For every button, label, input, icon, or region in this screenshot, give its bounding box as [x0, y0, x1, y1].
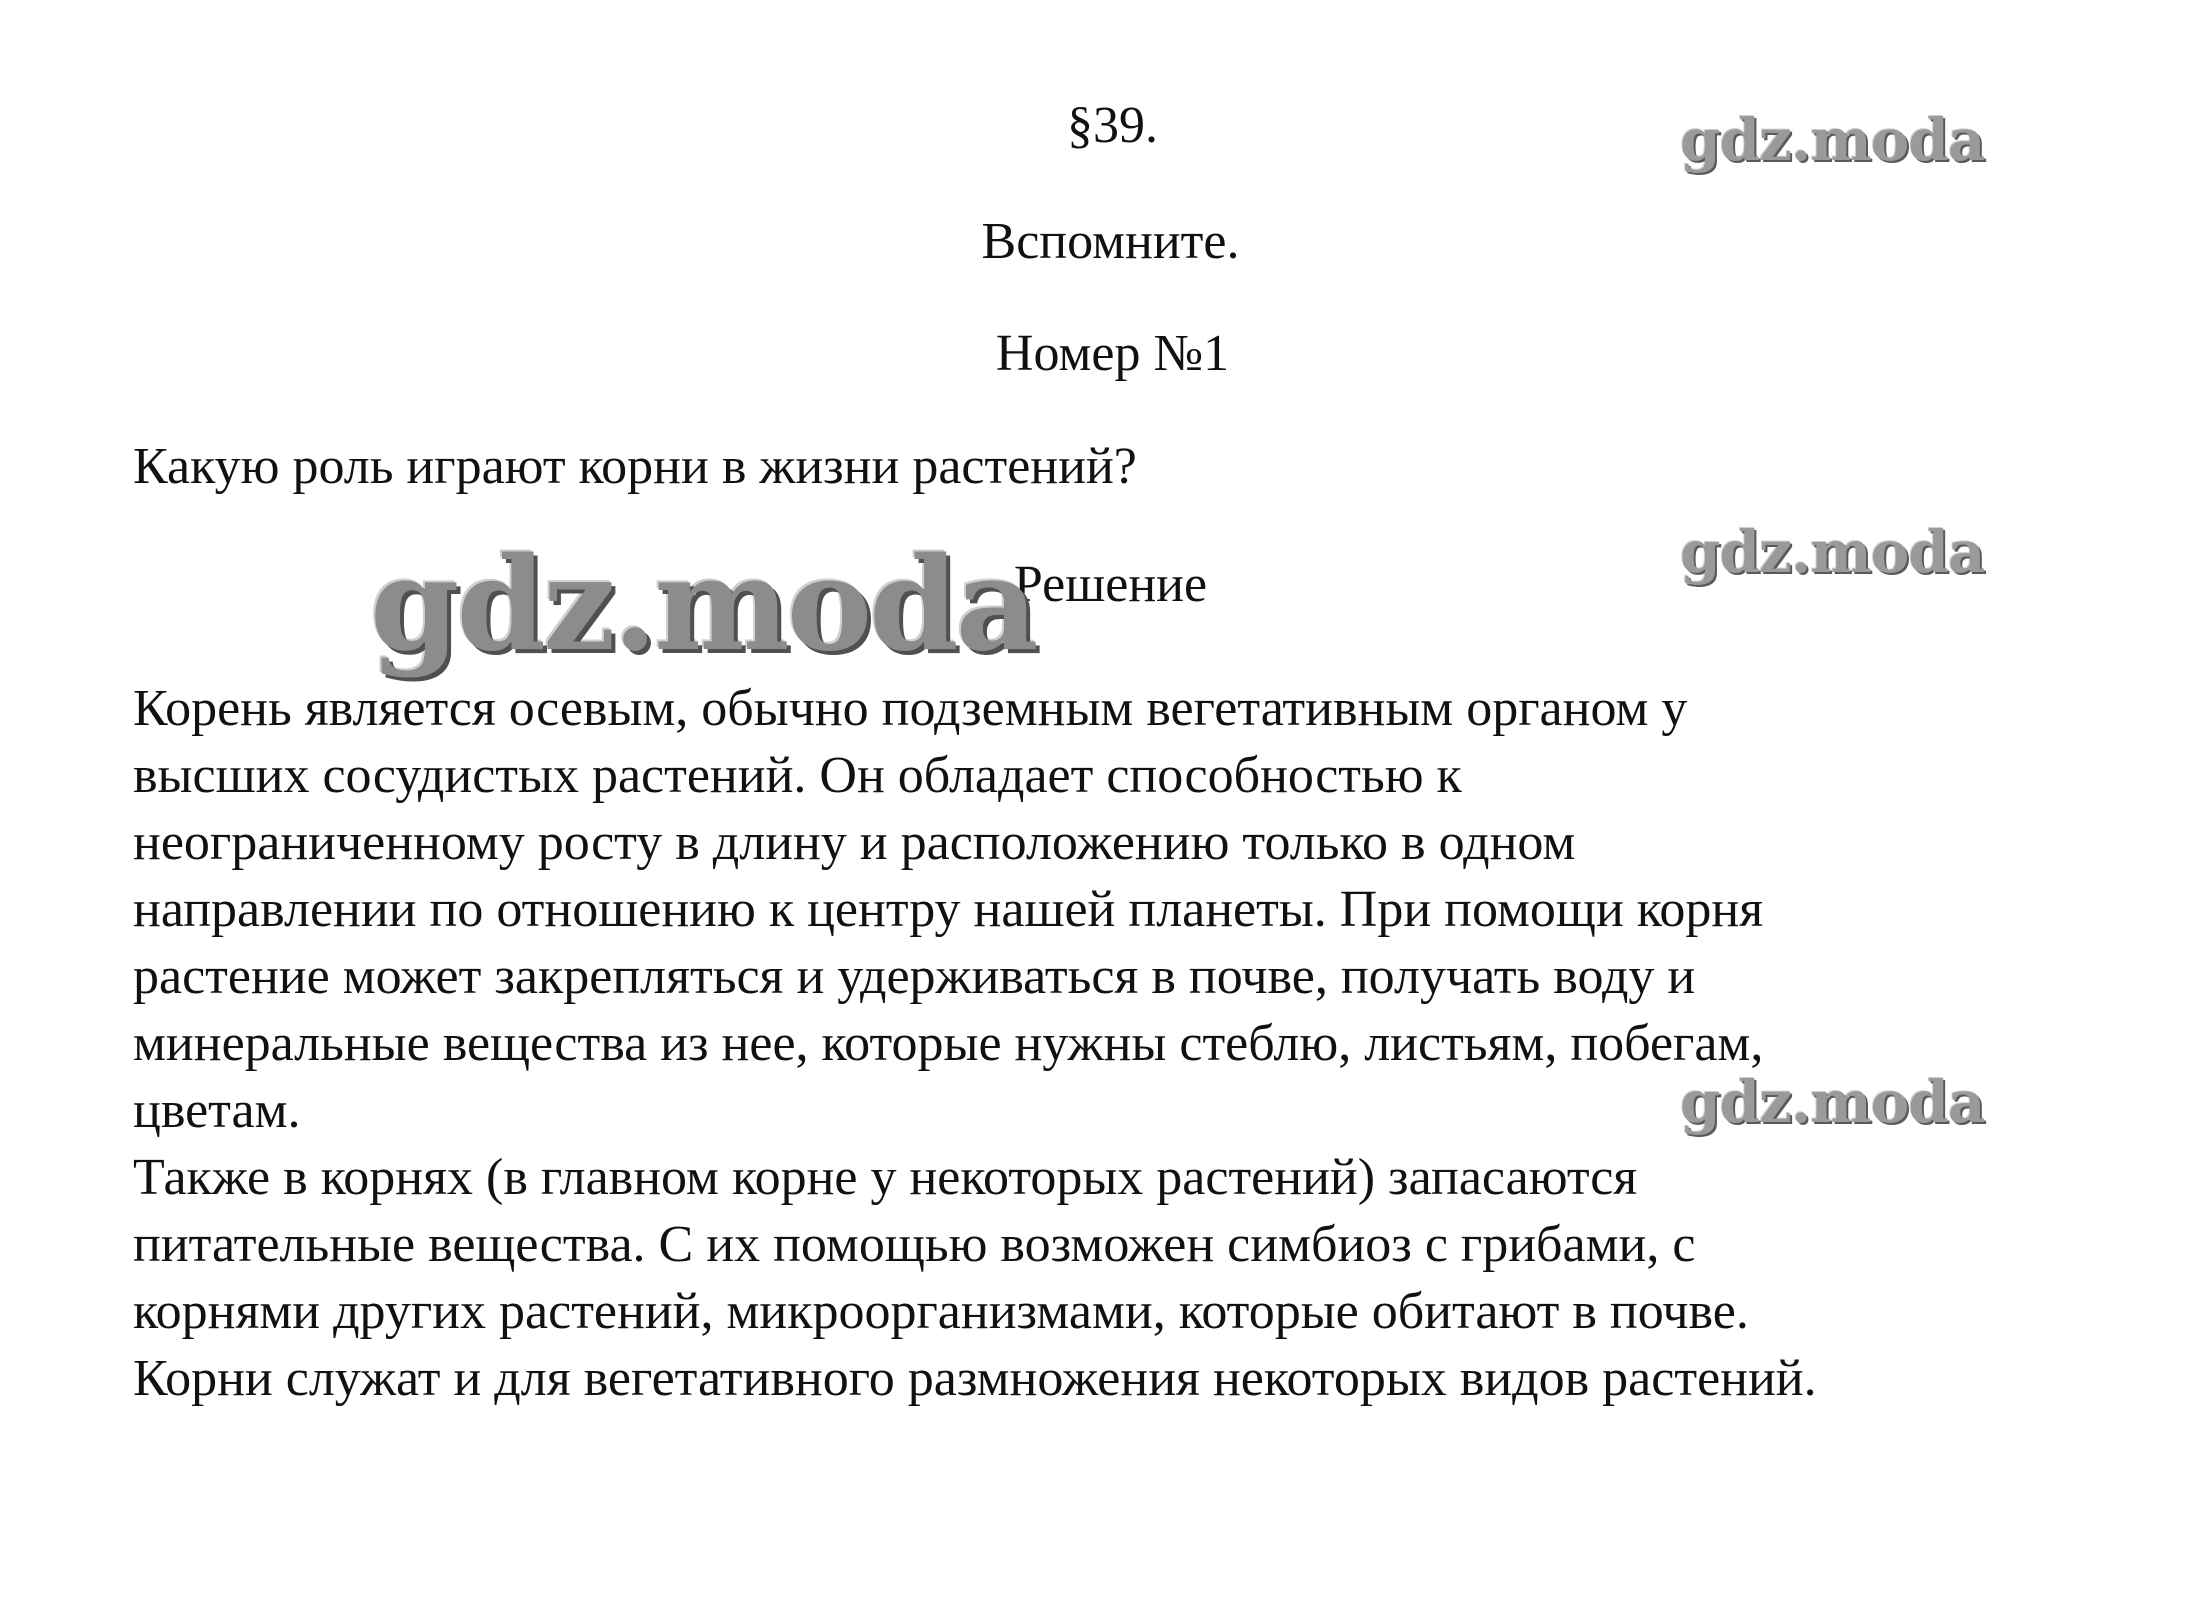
answer-line: цветам. [133, 1082, 301, 1139]
question-text: Какую роль играют корни в жизни растений? [133, 438, 1137, 495]
answer-line: высших сосудистых растений. Он обладает способностью к [133, 747, 1462, 804]
remember-heading: Вспомните. [981, 213, 1240, 270]
answer-line: Корень является осевым, обычно подземным вегетативным органом у [133, 680, 1688, 737]
watermark-logo: gdz.moda [1680, 1068, 1985, 1136]
answer-line: неограниченному росту в длину и расположению только в одном [133, 814, 1576, 871]
answer-line: питательные вещества. С их помощью возможен симбиоз с грибами, с [133, 1216, 1696, 1273]
answer-line: Корни служат и для вегетативного размножения некоторых видов растений. [133, 1350, 1817, 1407]
watermark-logo: gdz.moda [1680, 106, 1985, 174]
answer-line: Также в корнях (в главном корне у некоторых растений) запасаются [133, 1149, 1638, 1206]
answer-line: минеральные вещества из нее, которые нужны стеблю, листьям, побегам, [133, 1015, 1764, 1072]
exercise-number-heading: Номер №1 [995, 325, 1230, 382]
answer-line: направлении по отношению к центру нашей планеты. При помощи корня [133, 881, 1764, 938]
solution-heading: Решение [1013, 556, 1208, 613]
section-number: §39. [1067, 97, 1158, 154]
answer-line: корнями других растений, микроорганизмами, которые обитают в почве. [133, 1283, 1749, 1340]
watermark-logo: gdz.moda [1680, 518, 1985, 586]
watermark-logo-large: gdz.moda [370, 530, 1036, 680]
answer-line: растение может закрепляться и удерживаться в почве, получать воду и [133, 948, 1696, 1005]
answer-text [133, 675, 1817, 1412]
